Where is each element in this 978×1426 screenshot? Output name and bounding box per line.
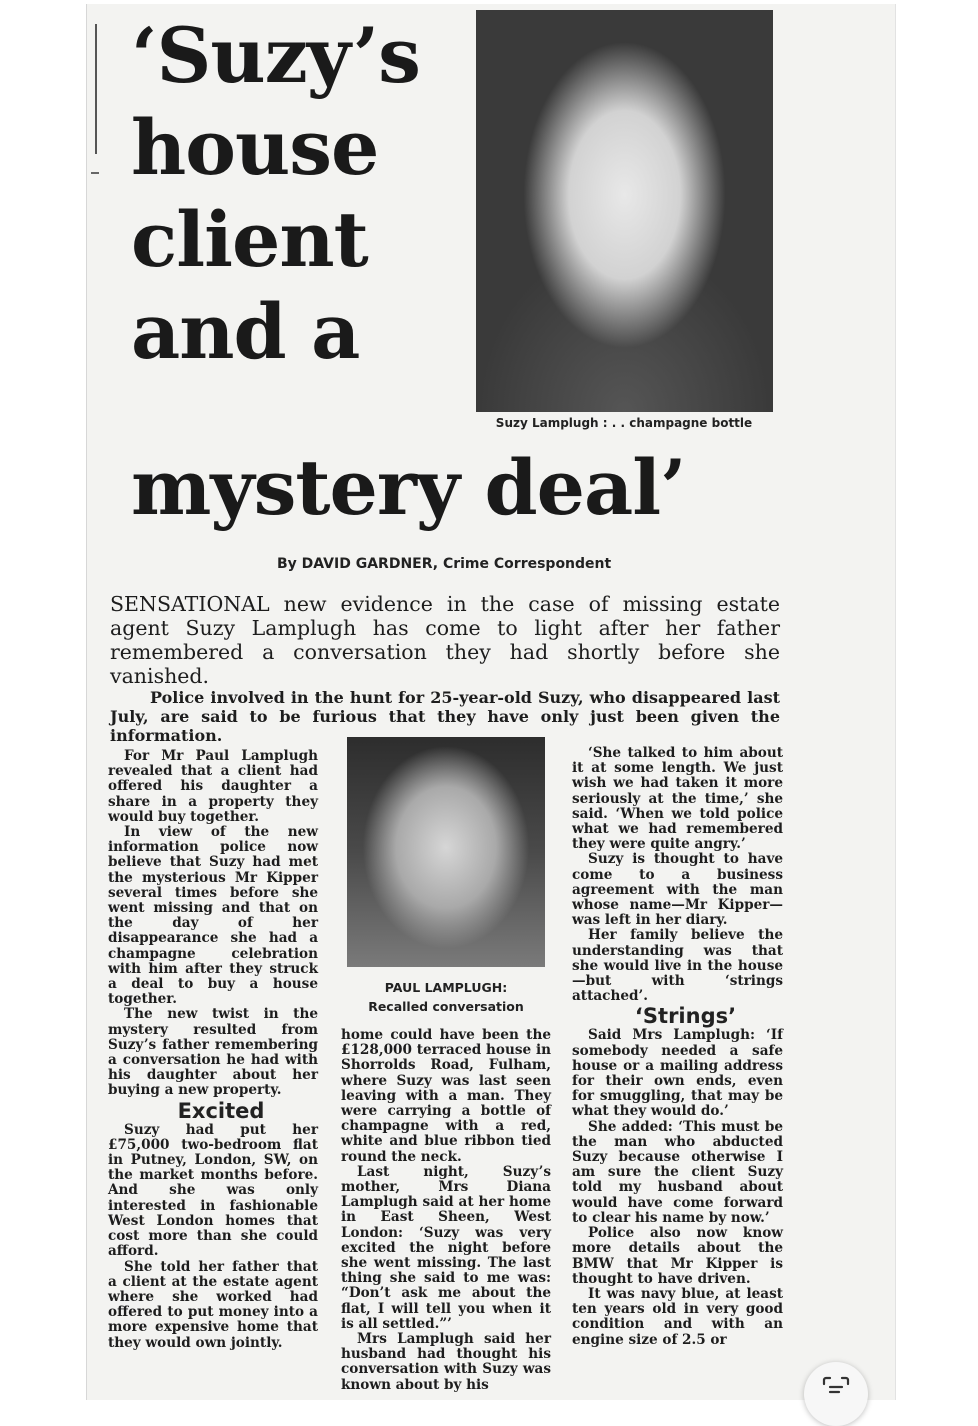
text-scan-button[interactable] [804,1362,868,1426]
newspaper-clipping [86,4,896,1400]
column-paragraph: Suzy is thought to have come to a business agreement with the man whose name—Mr Kipper—was left in her diary. [572,851,783,929]
headline-line: client [131,195,368,284]
photo-caption: Suzy Lamplugh : . . champagne bottle [495,416,753,430]
second-paragraph: Police involved in the hunt for 25-year-old Suzy, who disappeared last July, are said to be furious that they have only just been given the information. [110,688,780,745]
column-2 [341,1028,551,1393]
suzy-lamplugh-photo [476,10,773,412]
headline-line: house [131,103,379,192]
column-paragraph: For Mr Paul Lamplugh revealed that a client had offered his daughter a share in a property they would buy together. [108,748,318,825]
column-paragraph: In view of the new information police now believe that Suzy had met the mysterious Mr Kipper several times before she went missing and that on the day of her disappearance she had a champagne celebration with him after they struck a deal to buy a house together. [108,824,318,1008]
margin-rule [95,24,97,154]
column-paragraph: It was navy blue, at least ten years old in very good condition and with an engine size of 2.5 or [572,1285,783,1348]
byline: By DAVID GARDNER, Crime Correspondent [277,556,612,572]
column-paragraph: Last night, Suzy’s mother, Mrs Diana Lamplugh said at her home in East Sheen, West London: ‘Suzy was very excited the night before she went missing. The last thing she said to me was: “Don’t ask me about the flat, I will tell you when it is all settled.”’ [341,1163,551,1332]
column-1 [108,749,318,1351]
headline-line: and a [131,287,360,376]
column-paragraph: The new twist in the mystery resulted from Suzy’s father remembering a conversation he had with his daughter about her buying a new property. [108,1006,318,1099]
column-3 [572,746,783,1348]
column-paragraph: Suzy had put her £75,000 two-bedroom flat in Putney, London, SW, on the market months before. And she was only interested in fashionable West London homes that cost more than she could afford. [108,1121,318,1260]
column-paragraph: home could have been the £128,000 terraced house in Shorrolds Road, Fulham, where Suzy was last seen leaving with a man. They were carrying a bottle of champagne with a red, white and blue ribbon tied round the neck. [341,1027,551,1165]
column-paragraph: ‘She talked to him about it at some length. We just wish we had taken it more seriously at the time,’ she said. ‘When we told police what we had remembered they were quite angry.’ [572,745,783,853]
text-scan-icon [822,1376,850,1400]
paul-lamplugh-photo [347,737,545,967]
headline-line: ‘Suzy’s [131,11,420,100]
headline-tail: mystery deal’ [131,443,686,532]
subhead-strings: ‘Strings’ [634,1004,737,1029]
column-paragraph: Mrs Lamplugh said her husband had thought his conversation with Suzy was known about by his [341,1331,551,1393]
subhead-excited: Excited [177,1098,265,1123]
photo2-caption-text: Recalled conversation [368,999,524,1014]
column-paragraph: She told her father that a client at the estate agent where she worked had offered to put money into a more expensive home that they would own jointly. [108,1258,318,1351]
column-paragraph: Said Mrs Lamplugh: ‘If somebody needed a safe house or a mailing address for their own ends, even for smuggling, that may be what they would do.’ [572,1027,783,1120]
margin-tick [91,172,99,174]
column-paragraph: Police also now know more details about the BMW that Mr Kipper is thought to have driven. [572,1225,783,1287]
column-paragraph: Her family believe the understanding was that she would live in the house—but with ‘strings attached’. [572,927,783,1005]
headline [131,10,420,378]
column-paragraph: She added: ‘This must be the man who abducted Suzy because otherwise I am sure the client Suzy told my husband about would have come forward to clear his name by now.’ [572,1118,783,1226]
photo2-caption-name: PAUL LAMPLUGH: [384,980,508,995]
lede-paragraph: SENSATIONAL new evidence in the case of missing estate agent Suzy Lamplugh has come to light after her father remembered a conversation they had shortly before she vanished. [110,592,780,688]
photo2-caption [343,978,549,1016]
